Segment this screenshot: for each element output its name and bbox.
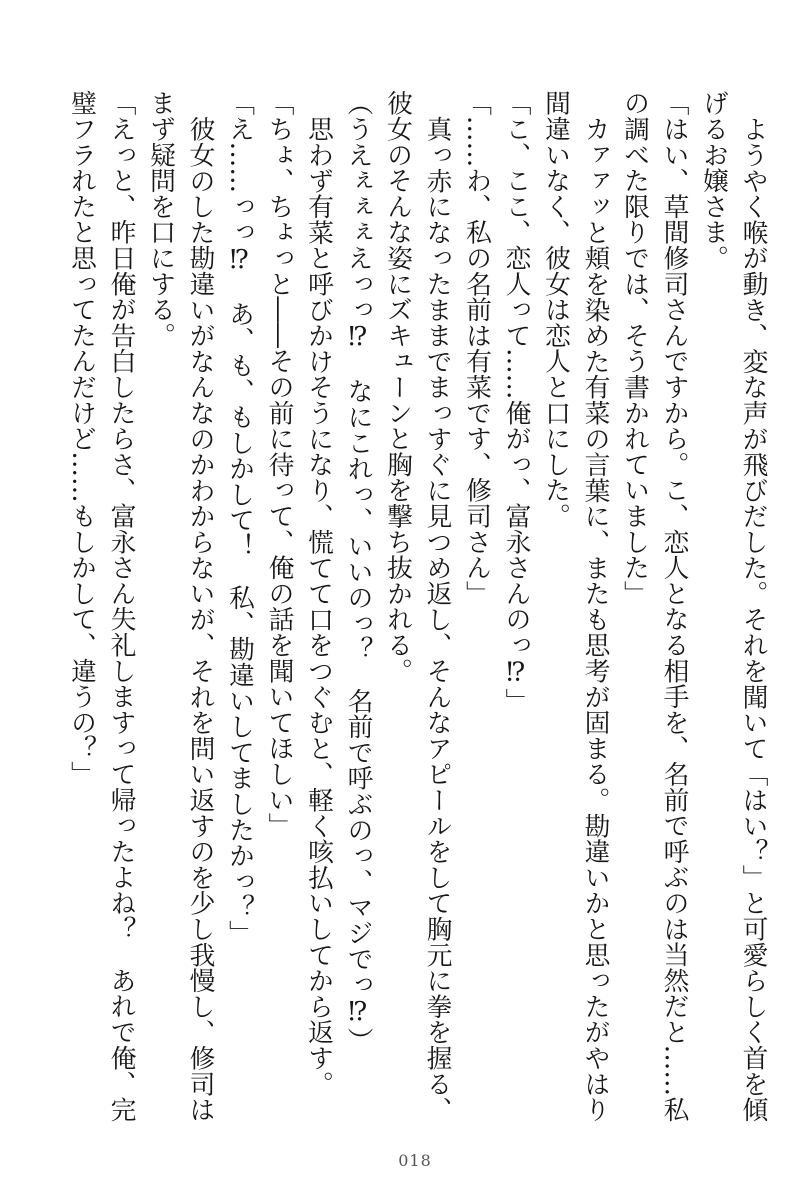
text-line: 「えっと、昨日俺が告白したらさ、富永さん失礼しますって帰ったよね？ あれで俺、完 xyxy=(106,90,136,1122)
text-line: ようやく喉が動き、変な声が飛びだした。それを聞いて「はい？」と可愛らしく首を傾 xyxy=(738,115,768,1122)
paragraph-narration xyxy=(535,90,614,1135)
paragraph-narration xyxy=(298,90,338,1135)
text-line: 真っ赤になったままでまっすぐに見つめ返し、そんなアピールをして胸元に拳を握る、 xyxy=(422,115,452,1122)
text-line: 「はい、草間修司さんですから。こ、恋人となる相手を、名前で呼ぶのは当然だと……私 xyxy=(659,90,689,1122)
paragraph-narration xyxy=(693,90,772,1135)
page-number: 018 xyxy=(398,1151,432,1170)
text-line: 「こ、ここ、恋人って……俺がっ、富永さんのっ⁉」 xyxy=(501,90,531,714)
text-line: 「ちょ、ちょっと――その前に待って、俺の話を聞いてほしい」 xyxy=(264,90,294,839)
paragraph-dialogue xyxy=(496,90,536,1135)
body-text xyxy=(61,90,772,1135)
text-line: 璧フラれたと思ってたんだけど……もしかして、違うの？」 xyxy=(66,90,97,787)
text-line: 思わず有菜と呼びかけそうになり、慌てて口をつぐむと、軽く咳払いしてから返す。 xyxy=(303,115,334,1097)
text-line: 彼女のそんな姿にズキューンと胸を撃ち抜かれる。 xyxy=(382,90,413,684)
paragraph-dialogue xyxy=(614,90,693,1135)
paragraph-dialogue xyxy=(456,90,496,1135)
paragraph-narration xyxy=(377,90,456,1135)
text-line: 彼女のした勘違いがなんなのかわからないが、それを問い返すのを少し我慢し、修司は xyxy=(185,115,215,1122)
text-line: げるお嬢さま。 xyxy=(698,90,729,271)
paragraph-dialogue xyxy=(61,90,140,1135)
text-line: 「……わ、私の名前は有菜です、修司さん」 xyxy=(461,90,492,606)
text-line: 「え……っっ⁉ あ、も、もしかして！ 私、勘違いしてましたかっ？」 xyxy=(224,90,255,946)
text-line: の調べた限りでは、そう書かれていました」 xyxy=(619,90,650,606)
paragraph-dialogue xyxy=(219,90,259,1135)
text-line: カァァッと頬を染めた有菜の言葉に、またも思考が固まる。勘違いかと思ったがやはり xyxy=(580,115,610,1122)
text-line: まず疑問を口にする。 xyxy=(145,90,176,348)
paragraph-narration xyxy=(140,90,219,1135)
text-line: 間違いなく、彼女は恋人と口にした。 xyxy=(540,90,571,529)
text-line: （うえぇぇぇえっっ⁉ なにこれっ、いいのっ？ 名前で呼ぶのっ、マジでっ⁉） xyxy=(343,90,373,1053)
paragraph-inner-thought xyxy=(338,90,378,1135)
paragraph-dialogue xyxy=(259,90,299,1135)
